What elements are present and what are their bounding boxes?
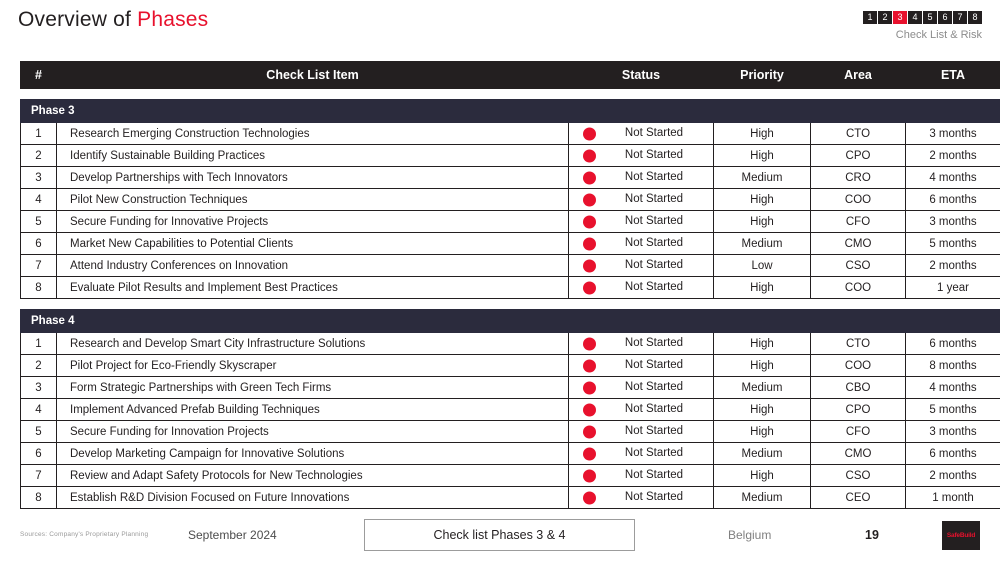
page-title-prefix: Overview of	[18, 8, 138, 31]
column-header-status: Status	[569, 62, 714, 89]
status-label: Not Started	[624, 447, 684, 459]
row-area: COO	[811, 355, 906, 377]
table-row[interactable]	[21, 443, 1000, 465]
row-status	[569, 233, 714, 255]
table-row[interactable]	[21, 255, 1000, 277]
table-row[interactable]	[21, 355, 1000, 377]
status-dot-icon	[583, 469, 596, 482]
row-item: Evaluate Pilot Results and Implement Best Practices	[57, 277, 569, 299]
table-row[interactable]	[21, 211, 1000, 233]
row-item: Form Strategic Partnerships with Green Tech Firms	[57, 377, 569, 399]
row-status	[569, 189, 714, 211]
status-label: Not Started	[624, 237, 684, 249]
row-status	[569, 211, 714, 233]
table-row[interactable]	[21, 377, 1000, 399]
row-priority: Medium	[714, 443, 811, 465]
row-area: CFO	[811, 421, 906, 443]
row-eta: 3 months	[906, 211, 1000, 233]
status-dot-icon	[583, 447, 596, 460]
checklist-table-wrapper	[20, 61, 980, 509]
table-row[interactable]	[21, 123, 1000, 145]
row-number: 4	[21, 189, 57, 211]
row-priority: Medium	[714, 377, 811, 399]
status-dot-icon	[583, 337, 596, 350]
table-row[interactable]	[21, 487, 1000, 509]
row-status	[569, 167, 714, 189]
row-eta: 6 months	[906, 189, 1000, 211]
row-eta: 6 months	[906, 443, 1000, 465]
status-label: Not Started	[624, 127, 684, 139]
status-dot-icon	[583, 149, 596, 162]
company-logo-text: SafeBuild	[946, 532, 976, 539]
row-area: CMO	[811, 443, 906, 465]
phase-nav-item-4[interactable]: 4	[908, 11, 922, 24]
status-label: Not Started	[624, 193, 684, 205]
row-eta: 6 months	[906, 333, 1000, 355]
footer-sources: Sources: Company's Proprietary Planning	[20, 531, 149, 538]
column-header-area: Area	[811, 62, 906, 89]
row-status	[569, 487, 714, 509]
row-number: 3	[21, 377, 57, 399]
row-status	[569, 355, 714, 377]
row-number: 2	[21, 355, 57, 377]
row-area: CMO	[811, 233, 906, 255]
table-body	[21, 89, 1000, 509]
row-eta: 2 months	[906, 465, 1000, 487]
row-eta: 3 months	[906, 123, 1000, 145]
row-status	[569, 277, 714, 299]
footer-country: Belgium	[728, 528, 772, 542]
row-number: 8	[21, 277, 57, 299]
row-eta: 3 months	[906, 421, 1000, 443]
page-title	[18, 8, 208, 32]
status-label: Not Started	[624, 337, 684, 349]
checklist-table	[20, 61, 1000, 509]
table-row[interactable]	[21, 277, 1000, 299]
status-dot-icon	[583, 171, 596, 184]
row-item: Secure Funding for Innovative Projects	[57, 211, 569, 233]
row-priority: High	[714, 399, 811, 421]
status-label: Not Started	[624, 171, 684, 183]
row-item: Pilot Project for Eco-Friendly Skyscraper	[57, 355, 569, 377]
status-label: Not Started	[624, 403, 684, 415]
phase-nav[interactable]	[863, 11, 982, 24]
row-number: 6	[21, 443, 57, 465]
row-eta: 8 months	[906, 355, 1000, 377]
status-dot-icon	[583, 425, 596, 438]
table-row[interactable]	[21, 189, 1000, 211]
row-priority: High	[714, 277, 811, 299]
column-header-priority: Priority	[714, 62, 811, 89]
status-label: Not Started	[624, 469, 684, 481]
status-dot-icon	[583, 127, 596, 140]
status-label: Not Started	[624, 381, 684, 393]
row-priority: Low	[714, 255, 811, 277]
row-priority: High	[714, 145, 811, 167]
status-dot-icon	[583, 381, 596, 394]
row-item: Pilot New Construction Techniques	[57, 189, 569, 211]
row-status	[569, 255, 714, 277]
row-number: 4	[21, 399, 57, 421]
row-eta: 2 months	[906, 145, 1000, 167]
row-status	[569, 465, 714, 487]
table-spacer	[21, 299, 1000, 310]
row-area: COO	[811, 277, 906, 299]
status-label: Not Started	[624, 259, 684, 271]
row-eta: 4 months	[906, 377, 1000, 399]
row-item: Establish R&D Division Focused on Future Innovations	[57, 487, 569, 509]
status-label: Not Started	[624, 215, 684, 227]
row-priority: High	[714, 123, 811, 145]
table-header-row	[21, 62, 1000, 89]
row-item: Review and Adapt Safety Protocols for New Technologies	[57, 465, 569, 487]
phase-nav-item-7[interactable]: 7	[953, 11, 967, 24]
table-row[interactable]	[21, 465, 1000, 487]
group-header-label: Phase 3	[21, 100, 1000, 123]
row-item: Identify Sustainable Building Practices	[57, 145, 569, 167]
row-area: CTO	[811, 123, 906, 145]
row-area: CSO	[811, 255, 906, 277]
row-area: CPO	[811, 399, 906, 421]
row-area: CBO	[811, 377, 906, 399]
row-number: 8	[21, 487, 57, 509]
row-priority: Medium	[714, 233, 811, 255]
row-number: 6	[21, 233, 57, 255]
status-label: Not Started	[624, 359, 684, 371]
status-label: Not Started	[624, 491, 684, 503]
row-item: Market New Capabilities to Potential Clients	[57, 233, 569, 255]
row-area: CTO	[811, 333, 906, 355]
row-priority: Medium	[714, 487, 811, 509]
row-item: Develop Partnerships with Tech Innovators	[57, 167, 569, 189]
row-number: 1	[21, 333, 57, 355]
row-number: 3	[21, 167, 57, 189]
company-logo	[942, 521, 980, 550]
row-status	[569, 377, 714, 399]
row-area: CRO	[811, 167, 906, 189]
row-item: Research Emerging Construction Technologies	[57, 123, 569, 145]
status-dot-icon	[583, 359, 596, 372]
table-row[interactable]	[21, 145, 1000, 167]
group-header-phase-4	[21, 310, 1000, 333]
column-header-eta: ETA	[906, 62, 1000, 89]
row-eta: 4 months	[906, 167, 1000, 189]
row-number: 5	[21, 421, 57, 443]
group-header-phase-3	[21, 100, 1000, 123]
row-area: CPO	[811, 145, 906, 167]
row-number: 5	[21, 211, 57, 233]
status-dot-icon	[583, 237, 596, 250]
footer-center-label: Check list Phases 3 & 4	[364, 519, 635, 551]
table-spacer	[21, 89, 1000, 100]
row-item: Develop Marketing Campaign for Innovative Solutions	[57, 443, 569, 465]
phase-nav-caption: Check List & Risk	[895, 29, 982, 41]
row-status	[569, 443, 714, 465]
row-area: CEO	[811, 487, 906, 509]
row-eta: 2 months	[906, 255, 1000, 277]
row-number: 7	[21, 255, 57, 277]
row-number: 7	[21, 465, 57, 487]
phase-nav-item-2[interactable]: 2	[878, 11, 892, 24]
status-label: Not Started	[624, 281, 684, 293]
row-item: Research and Develop Smart City Infrastructure Solutions	[57, 333, 569, 355]
row-eta: 5 months	[906, 233, 1000, 255]
row-item: Secure Funding for Innovation Projects	[57, 421, 569, 443]
row-eta: 1 month	[906, 487, 1000, 509]
row-status	[569, 399, 714, 421]
column-header-check-list-item: Check List Item	[57, 62, 569, 89]
row-eta: 5 months	[906, 399, 1000, 421]
row-item: Attend Industry Conferences on Innovation	[57, 255, 569, 277]
row-number: 2	[21, 145, 57, 167]
page-title-accent: Phases	[137, 8, 209, 31]
row-eta: 1 year	[906, 277, 1000, 299]
row-status	[569, 421, 714, 443]
status-dot-icon	[583, 259, 596, 272]
row-area: CSO	[811, 465, 906, 487]
row-item: Implement Advanced Prefab Building Techniques	[57, 399, 569, 421]
row-number: 1	[21, 123, 57, 145]
row-status	[569, 333, 714, 355]
status-dot-icon	[583, 215, 596, 228]
status-dot-icon	[583, 193, 596, 206]
row-priority: High	[714, 465, 811, 487]
phase-nav-item-5[interactable]: 5	[923, 11, 937, 24]
row-priority: Medium	[714, 167, 811, 189]
column-header-number: #	[21, 62, 57, 89]
status-label: Not Started	[624, 425, 684, 437]
phase-nav-item-1[interactable]: 1	[863, 11, 877, 24]
row-priority: High	[714, 211, 811, 233]
row-status	[569, 145, 714, 167]
table-row[interactable]	[21, 421, 1000, 443]
phase-nav-item-8[interactable]: 8	[968, 11, 982, 24]
row-area: COO	[811, 189, 906, 211]
footer-page-number: 19	[865, 528, 879, 542]
table-row[interactable]	[21, 233, 1000, 255]
phase-nav-item-3[interactable]: 3	[893, 11, 907, 24]
group-header-label: Phase 4	[21, 310, 1000, 333]
row-status	[569, 123, 714, 145]
row-priority: High	[714, 421, 811, 443]
footer-date: September 2024	[188, 528, 277, 542]
table-row[interactable]	[21, 399, 1000, 421]
phase-nav-item-6[interactable]: 6	[938, 11, 952, 24]
table-header	[21, 62, 1000, 89]
status-dot-icon	[583, 403, 596, 416]
status-label: Not Started	[624, 149, 684, 161]
status-dot-icon	[583, 491, 596, 504]
row-priority: High	[714, 333, 811, 355]
row-area: CFO	[811, 211, 906, 233]
row-priority: High	[714, 355, 811, 377]
table-row[interactable]	[21, 167, 1000, 189]
status-dot-icon	[583, 281, 596, 294]
table-row[interactable]	[21, 333, 1000, 355]
row-priority: High	[714, 189, 811, 211]
